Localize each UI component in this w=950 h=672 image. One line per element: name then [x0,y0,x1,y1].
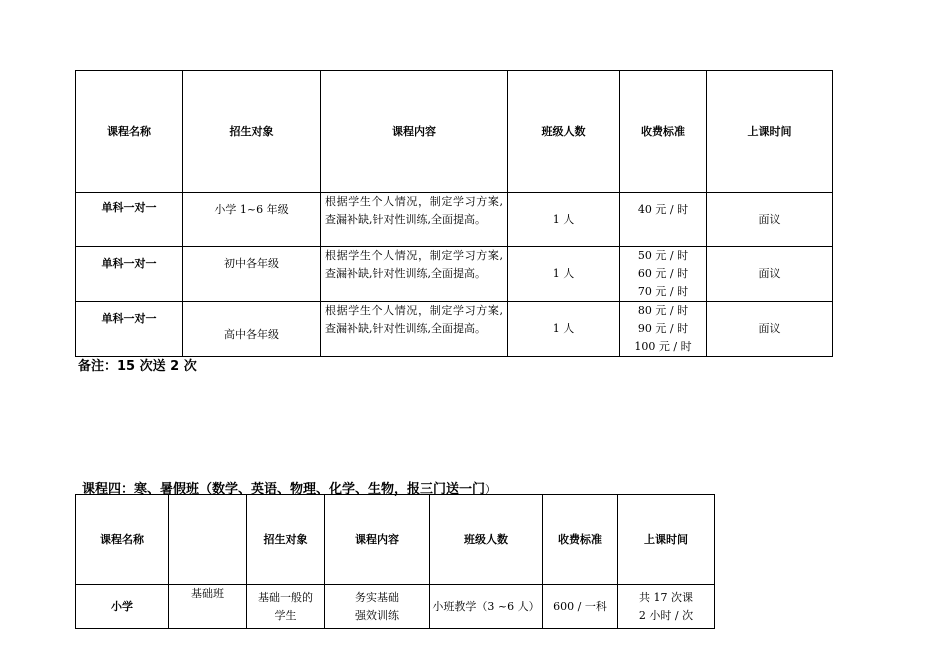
class-type: 基础班 [169,585,247,629]
fee-line: 60 元 / 时 [637,267,689,280]
class-size: 1 人 [508,193,620,247]
fee-line: 70 元 / 时 [637,285,689,298]
header-course-name: 课程名称 [76,495,169,585]
header-target: 招生对象 [247,495,325,585]
class-size: 小班教学（3 ~6 人） [430,585,543,629]
class-size: 1 人 [508,247,620,302]
schedule [618,585,715,629]
target-students: 基础一般的学生 [247,585,325,629]
course-content: 根据学生个人情况，制定学习方案,查漏补缺,针对性训练,全面提高。 [321,193,508,247]
fee-line: 40 元 / 时 [637,203,689,216]
table-header-row [76,495,715,585]
section-title-close: ） [485,483,497,496]
header-course-name: 课程名称 [76,71,183,193]
schedule: 面议 [707,193,833,247]
course-content: 根据学生个人情况，制定学习方案,查漏补缺,针对性训练,全面提高。 [321,302,508,357]
course-name: 单科一对一 [76,247,183,302]
header-target: 招生对象 [183,71,321,193]
schedule: 面议 [707,247,833,302]
header-fee: 收费标准 [620,71,707,193]
schedule-line: 2 小时 / 次 [638,608,694,622]
course-table-1 [75,70,833,357]
course-content: 根据学生个人情况，制定学习方案,查漏补缺,针对性训练,全面提高。 [321,247,508,302]
header-content: 课程内容 [321,71,508,193]
course-content [325,585,430,629]
course-name: 单科一对一 [76,193,183,247]
course-table-2 [75,494,715,629]
table-row [76,302,833,357]
table-note: 备注：15 次送 2 次 [78,359,197,374]
content-line: 务实基础 [355,590,399,604]
target-students: 高中各年级 [183,302,321,357]
course-name: 小学 [76,585,169,629]
header-class-size: 班级人数 [430,495,543,585]
header-content: 课程内容 [325,495,430,585]
header-schedule: 上课时间 [618,495,715,585]
content-line: 强效训练 [355,608,399,622]
schedule: 面议 [707,302,833,357]
fee-line: 50 元 / 时 [637,249,689,262]
fee-standard: 600 / 一科 [543,585,618,629]
fee-line: 90 元 / 时 [637,322,689,335]
table-row [76,247,833,302]
target-students: 小学 1~6 年级 [183,193,321,247]
target-students: 初中各年级 [183,247,321,302]
fee-line: 100 元 / 时 [634,340,692,353]
header-class-size: 班级人数 [508,71,620,193]
class-size: 1 人 [508,302,620,357]
fee-standard [620,247,707,302]
schedule-line: 共 17 次课 [639,590,693,604]
section-title-text: 课程四：寒、暑假班（数学、英语、物理、化学、生物，报三门送一门 [82,482,486,497]
fee-line: 80 元 / 时 [637,304,689,317]
fee-standard [620,193,707,247]
table-header-row [76,71,833,193]
fee-standard [620,302,707,357]
header-schedule: 上课时间 [707,71,833,193]
header-blank [169,495,247,585]
course-name: 单科一对一 [76,302,183,357]
header-fee: 收费标准 [543,495,618,585]
table-row [76,193,833,247]
table-row [76,585,715,629]
